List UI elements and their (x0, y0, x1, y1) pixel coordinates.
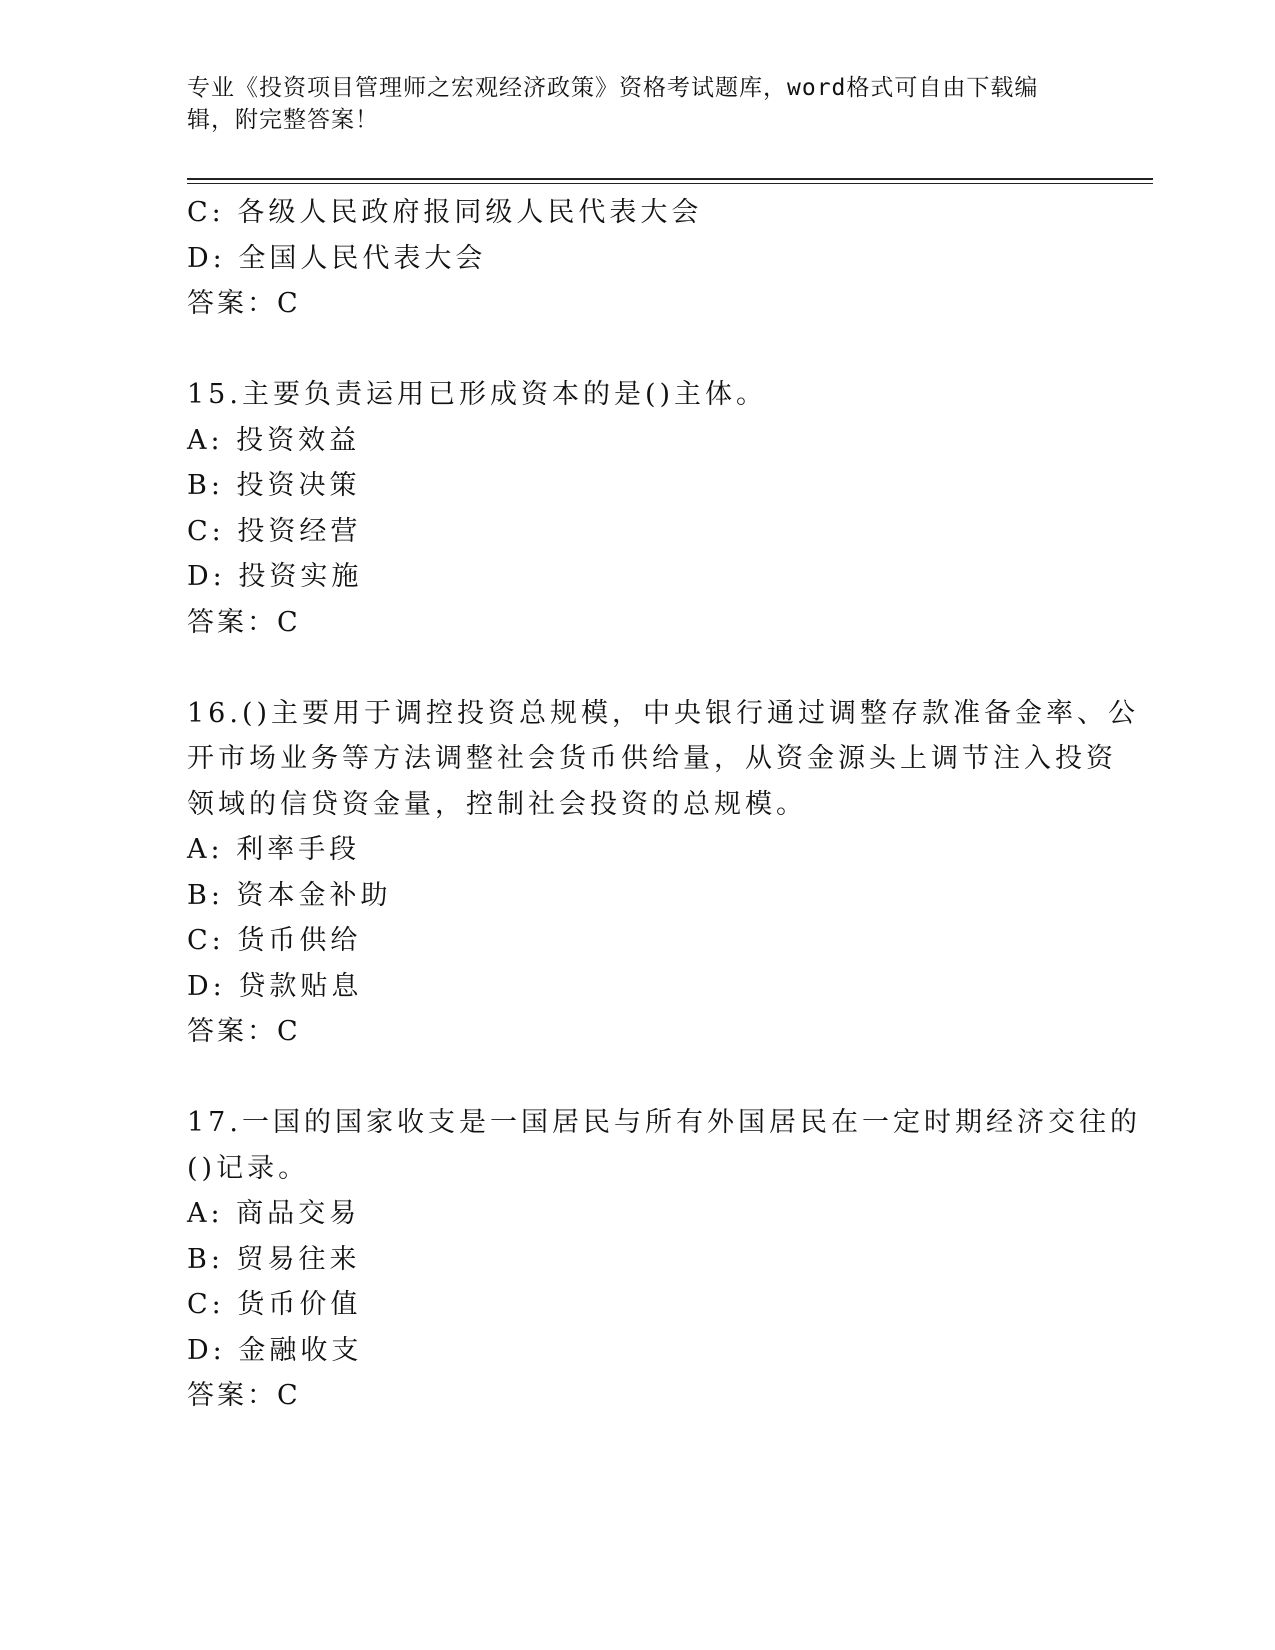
option-d: D: 投资实施 (187, 561, 363, 592)
option-d: D: 金融收支 (187, 1334, 363, 1366)
option-d: D: 贷款贴息 (187, 970, 363, 1002)
option-c: C: 各级人民政府报同级人民代表大会 (187, 197, 703, 228)
answer-label: 答案：C (187, 288, 301, 319)
question-stem-line: 15.主要负责运用已形成资本的是()主体。 (187, 379, 768, 410)
question-list (187, 190, 1141, 1419)
option-a: A: 投资效益 (187, 424, 361, 456)
header-divider-thin (187, 183, 1153, 184)
question-spacer (187, 645, 1087, 691)
question-spacer (187, 327, 1087, 373)
answer-label: 答案：C (187, 606, 301, 638)
option-a: A: 商品交易 (187, 1198, 361, 1229)
question-15 (187, 372, 1087, 645)
question-16 (187, 691, 1140, 1055)
answer-label: 答案：C (187, 1016, 301, 1047)
question-stem-line: 16.()主要用于调控投资总规模，中央银行通过调整存款准备金率、公 (187, 697, 1140, 729)
header-line-1: 专业《投资项目管理师之宏观经济政策》资格考试题库，word格式可自由下载编 (187, 75, 1039, 101)
question-stem-line: ()记录。 (187, 1152, 310, 1184)
option-b: B: 投资决策 (187, 470, 361, 501)
option-c: C: 货币价值 (187, 1289, 362, 1320)
question-spacer (187, 1055, 1087, 1101)
document-header (187, 72, 1067, 136)
option-d: D: 全国人民代表大会 (187, 242, 487, 274)
continued-question (187, 190, 1087, 327)
header-line-2: 辑，附完整答案！ (187, 107, 379, 133)
option-a: A: 利率手段 (187, 834, 361, 865)
question-17 (187, 1100, 1141, 1419)
question-stem-line: 开市场业务等方法调整社会货币供给量，从资金源头上调节注入投资 (187, 743, 1117, 774)
option-c: C: 货币供给 (187, 925, 362, 956)
option-b: B: 资本金补助 (187, 879, 392, 911)
question-stem-line: 领域的信贷资金量，控制社会投资的总规模。 (187, 788, 807, 820)
header-divider-thick (187, 178, 1153, 180)
option-c: C: 投资经营 (187, 515, 362, 547)
question-stem-line: 17.一国的国家收支是一国居民与所有外国居民在一定时期经济交往的 (187, 1107, 1141, 1138)
option-b: B: 贸易往来 (187, 1243, 361, 1275)
answer-label: 答案：C (187, 1380, 301, 1411)
